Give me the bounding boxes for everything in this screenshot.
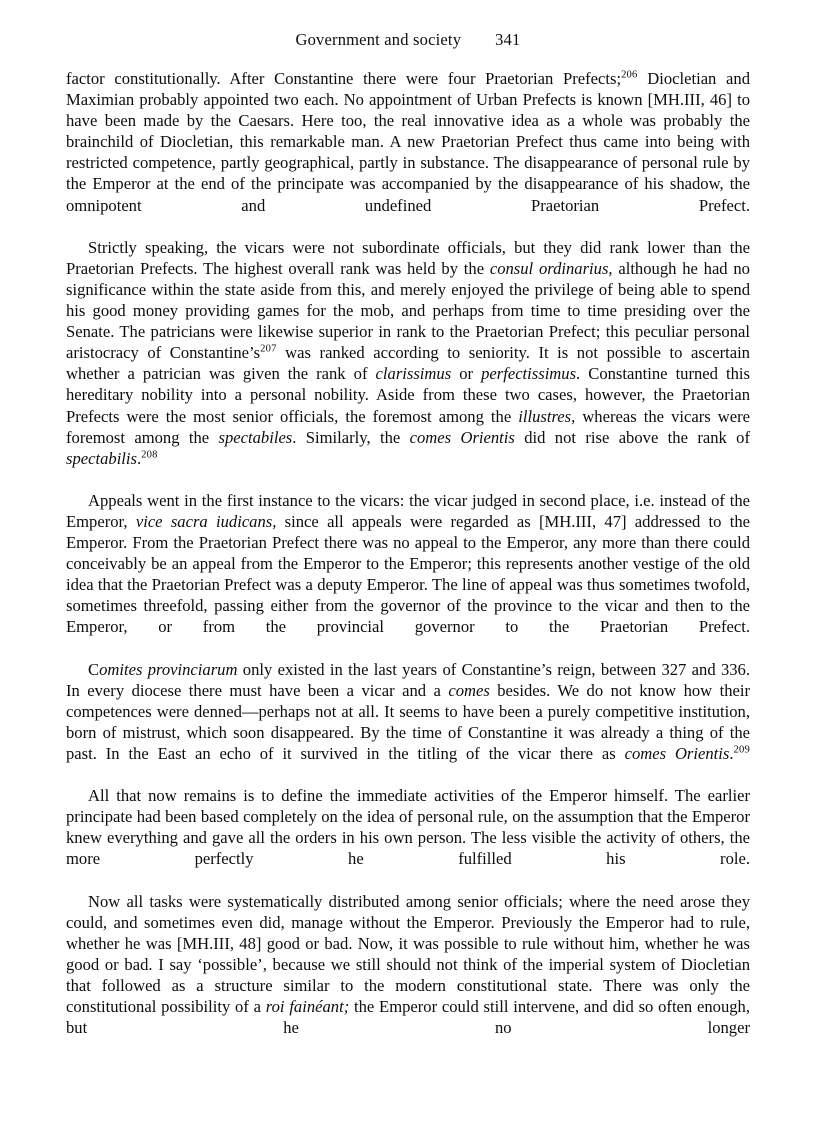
text-run: . [729,744,734,763]
paragraph [66,68,750,237]
paragraph [66,785,750,890]
footnote-marker: 206 [621,69,638,81]
paragraph [66,659,750,786]
footnote-marker: 207 [260,343,277,355]
text-run: although he had no significance within the state aside from this, and merely enjoyed the privilege of being able to spend his good money providing games for the mob, and perhaps from time to time presiding over the Senate. The patricians were likewise superior in rank to the Praetorian Prefect; this peculiar personal aristocracy of Constantine’s [66,258,750,363]
italic-term: comes Orientis [624,744,730,763]
text-run: Now all tasks were systematically distributed among senior officials; where the need arose they could, and sometimes even did, manage without the Emperor. Previously the Emperor had to rule, whether he was [MH.III, 48] good or bad. Now, it was possible to rule without him, whether he was good or bad. I say ‘possible’, because we still should not think of the imperial system of Diocletian that followed as a structure similar to the modern constitutional state. There was only the constitutional possibility of a [66,891,750,1017]
page-number: 341 [495,30,521,49]
text-run: did not rise above the rank of [514,427,750,447]
paragraph [66,891,750,1060]
text-run: . [136,448,142,468]
text-run: factor constitutionally. After Constantine there were four Praetorian Prefects; [66,69,622,88]
italic-term: clarissimus [375,364,452,384]
italic-term: illustres, [518,406,576,426]
italic-term: comes Orientis [409,427,515,447]
italic-term: vice sacra iudicans, [135,511,277,531]
text-run: besides. We do not know how their competences were denned—perhaps not at all. It seems to have been a purely competitive institution, born of mistrust, which soon disappeared. By the time of Constantine it was already a thing of the past. In the East an echo of it survived in the titling of the vicar there as [66,680,751,763]
italic-term: consul ordinarius, [489,258,613,278]
italic-term: comes [448,680,490,700]
running-head-title: Government and society [295,30,462,49]
paragraph [66,490,750,659]
footnote-marker: 208 [141,449,158,461]
text-run: Diocletian and Maximian probably appointed two each. No appointment of Urban Prefects is known [MH.III, 46] to have been made by the Caesars. Here too, the real innovative idea as a whole was probably the brainchild of Diocletian, this remarkable man. A new Praetorian Prefect thus came into being with restricted competence, partly geographical, partly in substance. The disappearance of personal rule by the Emperor at the end of the principate was accompanied by the disappearance of his shadow, the omnipotent and undefined Praetorian Prefect. [66,69,750,215]
text-run: All that now remains is to define the immediate activities of the Emperor himself. The earlier principate had been based completely on the idea of personal rule, on the assumption that the Emperor knew everything and gave all the orders in his own person. The less visible the activity of others, the more perfectly he fulfilled his role. [66,786,750,869]
paragraph [66,237,750,490]
text-run: C [88,659,100,679]
text-run: the Emperor could still intervene, and did so often enough, but he no longer [66,997,750,1038]
italic-term: roi fainéant; [265,997,350,1017]
footnote-marker: 209 [733,744,750,756]
italic-term: spectabiles [218,427,293,447]
text-run: Strictly speaking, the vicars were not subordinate officials, but they did rank lower than the Praetorian Prefects. The highest overall rank was held by the [66,237,750,278]
text-run: Appeals went in the first instance to the vicars: the vicar judged in second place, i.e. instead of the Emperor, [66,490,750,531]
text-run: or [451,364,482,384]
running-head [66,30,750,50]
italic-term: perfectissimus [481,364,577,384]
italic-term: omites provinciarum [99,659,238,679]
text-run: . Constantine turned this hereditary nobility into a personal nobility. Aside from these two cases, however, the Praetorian Prefects were the most senior officials, the foremost among the [66,364,750,426]
text-run: was ranked according to seniority. It is not possible to ascertain whether a patrician was given the rank of [66,343,750,384]
italic-term: spectabilis [66,448,137,468]
text-run: . Similarly, the [292,427,410,447]
body-text-column [66,68,750,1059]
text-run: only existed in the last years of Constantine’s reign, between 327 and 336. In every diocese there must have been a vicar and a [66,659,750,700]
text-run: whereas the vicars were foremost among the [66,406,750,447]
text-run: since all appeals were regarded as [MH.III, 47] addressed to the Emperor. From the Praetorian Prefect there was no appeal to the Emperor, any more than there could conceivably be an appeal from the Emperor to the Emperor; this represents another vestige of the old idea that the Praetorian Prefect was a deputy Emperor. The line of appeal was thus sometimes twofold, sometimes threefold, passing either from the governor of the province to the vicar and then to the Emperor, or from the provincial governor to the Praetorian Prefect. [66,511,750,637]
